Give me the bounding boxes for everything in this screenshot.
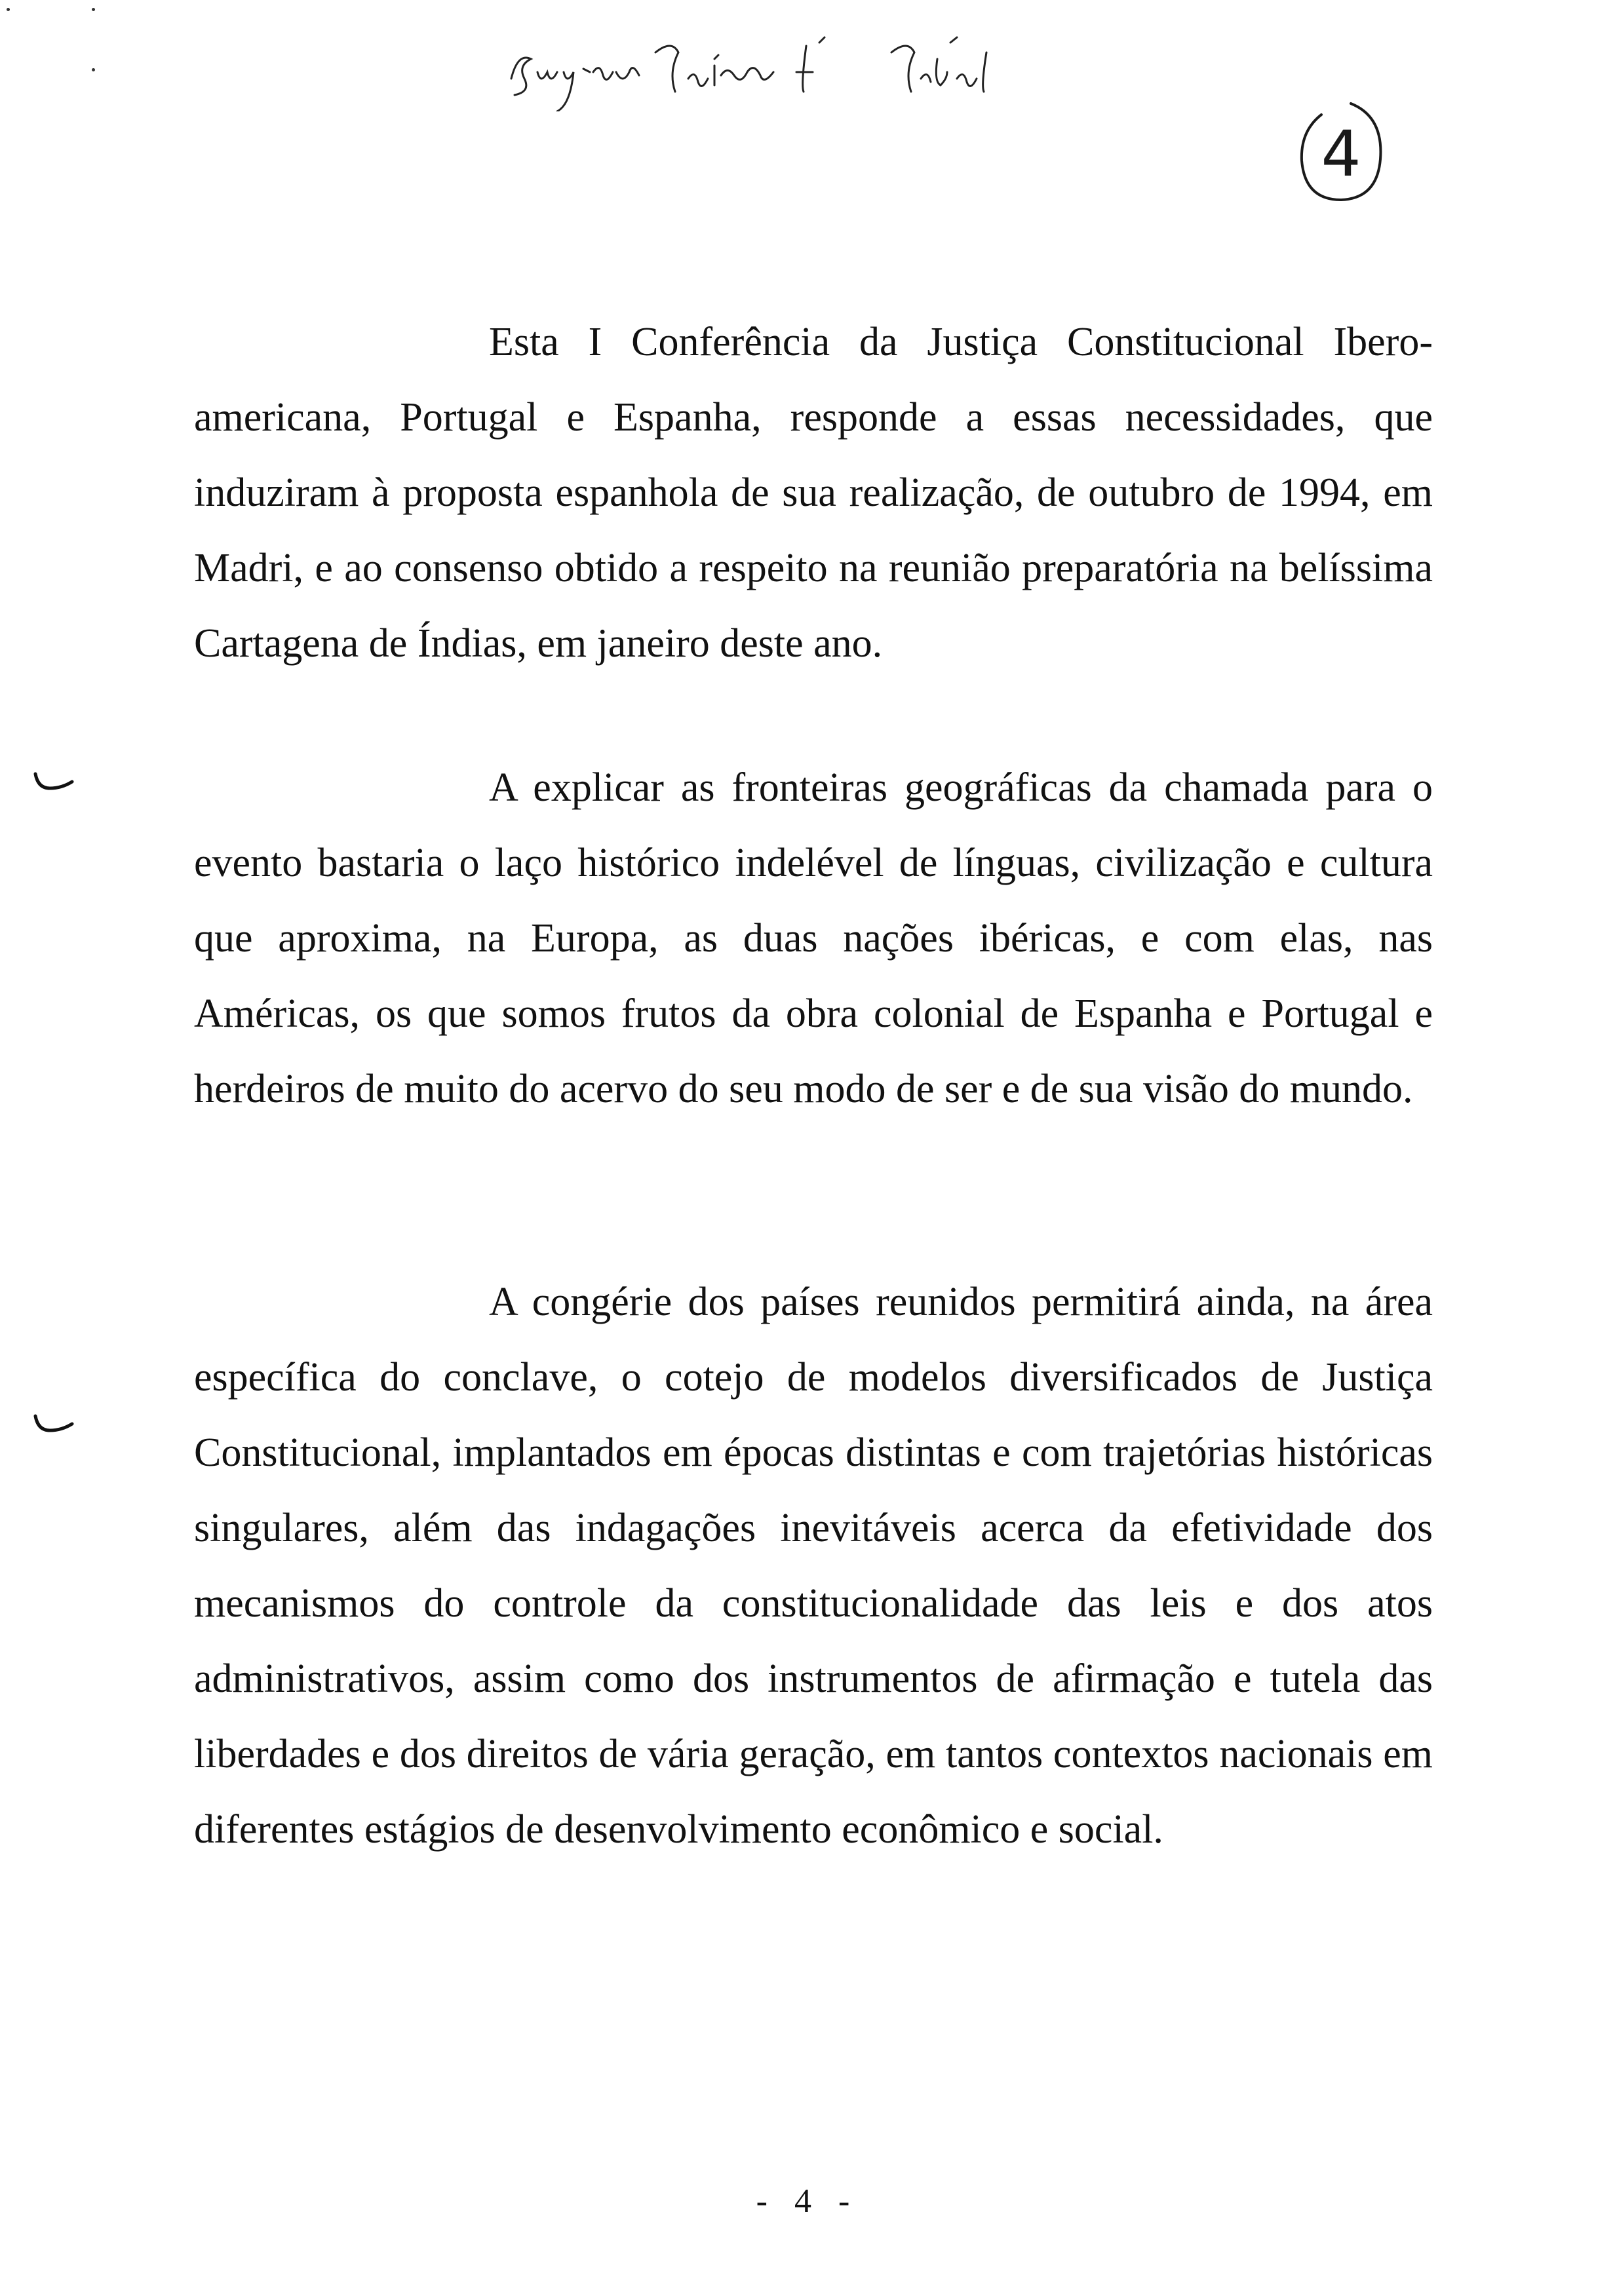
header-letterhead [498, 33, 1062, 111]
paragraph-2: A explicar as fronteiras geográficas da chamada para o evento bastaria o laço histórico indelével de línguas, civilização e cultura que aproxima, na Europa, as duas nações ibéricas, e com elas, nas Américas, os que somos frutos da obra colonial de Espanha e Portugal e herdeiros de muito do acervo do seu modo de ser e de sua visão do mundo. [194, 765, 1433, 1111]
margin-check-mark [31, 1412, 77, 1438]
letterhead-script-graphic [498, 33, 1062, 111]
page-number: - 4 - [756, 2183, 859, 2220]
scan-speck [92, 8, 95, 11]
scan-speck [7, 8, 10, 11]
paragraph-1: Esta I Conferência da Justiça Constitucional Ibero-americana, Portugal e Espanha, responde a essas necessidades, que induziram à proposta espanhola de sua realização, de outubro de 1994, em Madri, e ao consenso obtido a respeito na reunião preparatória na belíssima Cartagena de Índias, em janeiro deste ano. [194, 320, 1433, 666]
paragraph-3: A congérie dos países reunidos permitirá ainda, na área específica do conclave, o cotejo de modelos diversificados de Justiça Constitucional, implantados em épocas distintas e com trajetórias históricas singulares, além das indagações inevitáveis acerca da efetividade dos mecanismos do controle da constitucionalidade das leis e dos atos administrativos, assim como dos instrumentos de afirmação e tutela das liberdades e dos direitos de vária geração, em tantos contextos nacionais em diferentes estágios de desenvolvimento econômico e social. [194, 1280, 1433, 1852]
margin-check-mark [31, 770, 77, 796]
scan-speck [92, 68, 95, 71]
stamp-number: 4 [1321, 117, 1361, 191]
handwritten-page-stamp [1289, 92, 1393, 210]
